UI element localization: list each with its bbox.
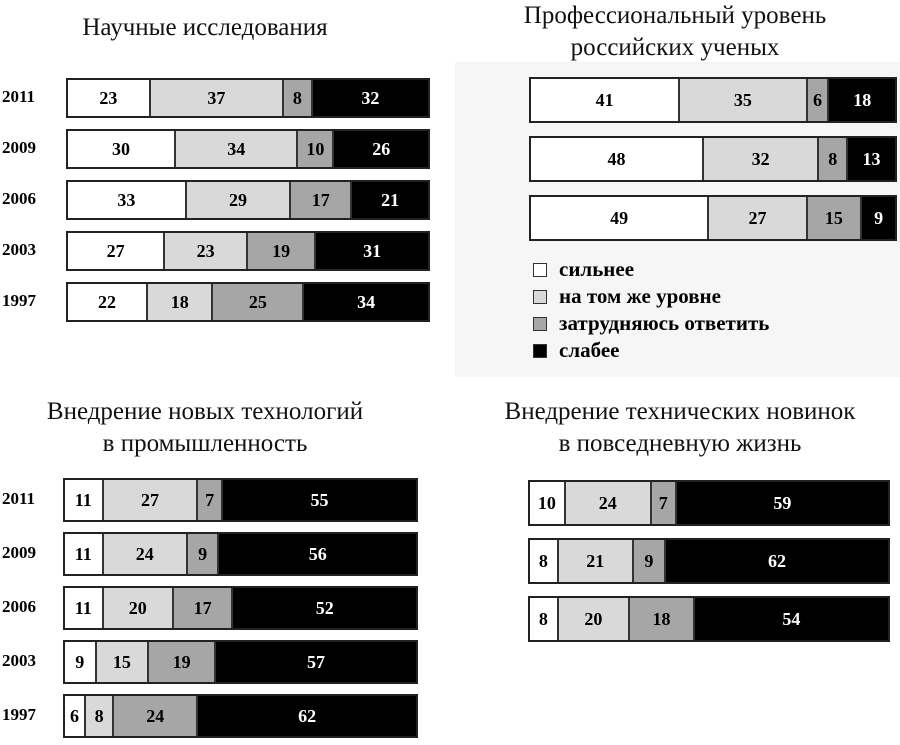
legend-item-stronger — [533, 256, 769, 283]
legend-item-weaker — [533, 337, 769, 364]
bar-segment: 19 — [149, 642, 216, 682]
year-label: 2006 — [2, 597, 36, 616]
bar-segment: 10 — [298, 131, 334, 167]
bar-segment: 55 — [223, 480, 416, 520]
stacked-bar — [63, 532, 418, 576]
bar-segment: 30 — [68, 131, 176, 167]
bar-segment: 23 — [165, 233, 248, 269]
legend-item-same — [533, 283, 769, 310]
chart-title: Внедрение технических новинок в повседневную жизнь — [504, 398, 856, 457]
bar-segment: 33 — [68, 182, 187, 218]
stacked-bar — [66, 78, 430, 118]
stacked-bar — [528, 480, 890, 526]
bar-segment: 7 — [652, 482, 677, 524]
bar-segment: 21 — [352, 182, 428, 218]
bar-segment: 20 — [559, 598, 631, 640]
bar-segment: 57 — [216, 642, 416, 682]
bar-segment: 56 — [219, 534, 416, 574]
stacked-bar — [529, 77, 897, 123]
bar-segment: 11 — [65, 534, 104, 574]
bar-segment: 29 — [187, 182, 291, 218]
stacked-bar — [66, 180, 430, 220]
bar-segment: 13 — [848, 138, 895, 180]
bar-segment: 6 — [65, 696, 86, 736]
legend-label: сильнее — [559, 257, 635, 281]
chart-title: Научные исследования — [82, 14, 328, 41]
bar-segment: 59 — [677, 482, 888, 524]
bar-segment: 62 — [666, 540, 888, 582]
bar-segment: 48 — [531, 138, 704, 180]
bar-segment: 8 — [284, 80, 313, 116]
bar-segment: 9 — [862, 197, 895, 239]
bar-segment: 49 — [531, 197, 709, 239]
stacked-bar — [66, 231, 430, 271]
year-label: 2009 — [2, 543, 36, 562]
legend-label: на том же уровне — [559, 284, 721, 308]
stacked-bar — [63, 586, 418, 630]
bar-segment: 27 — [104, 480, 199, 520]
bar-segment: 18 — [829, 79, 895, 121]
bar-segment: 18 — [148, 284, 213, 320]
bar-segment: 18 — [630, 598, 694, 640]
bar-segment: 8 — [530, 598, 559, 640]
bar-segment: 34 — [176, 131, 298, 167]
stacked-bar — [529, 195, 897, 241]
bar-segment: 24 — [566, 482, 652, 524]
stacked-bar — [528, 538, 890, 584]
bar-segment: 11 — [65, 480, 104, 520]
bar-segment: 31 — [316, 233, 428, 269]
bar-segment: 6 — [808, 79, 830, 121]
bar-segment: 54 — [695, 598, 888, 640]
bar-segment: 9 — [65, 642, 97, 682]
stacked-bar — [63, 640, 418, 684]
year-label: 2011 — [2, 87, 36, 106]
legend-swatch — [533, 263, 547, 277]
bar-segment: 15 — [97, 642, 150, 682]
bar-segment: 9 — [188, 534, 220, 574]
stacked-bar — [66, 282, 430, 322]
chart-title: Внедрение новых технологий в промышленность — [46, 398, 364, 457]
bar-segment: 27 — [709, 197, 807, 239]
legend-swatch — [533, 290, 547, 304]
bar-segment: 26 — [334, 131, 428, 167]
legend-swatch — [533, 344, 547, 358]
bar-segment: 15 — [808, 197, 863, 239]
bar-segment: 32 — [704, 138, 819, 180]
bar-segment: 24 — [114, 696, 198, 736]
bar-segment: 19 — [248, 233, 316, 269]
bar-segment: 21 — [559, 540, 634, 582]
legend-swatch — [533, 317, 547, 331]
bar-segment: 10 — [530, 482, 566, 524]
stacked-bar — [63, 694, 418, 738]
bar-segment: 32 — [313, 80, 428, 116]
bar-segment: 9 — [634, 540, 666, 582]
stacked-bar — [63, 478, 418, 522]
stacked-bar — [66, 129, 430, 169]
year-label: 2003 — [2, 240, 36, 259]
bar-segment: 41 — [531, 79, 680, 121]
chart-title: Профессиональный уровень российских ученых — [523, 2, 827, 61]
year-label: 2003 — [2, 651, 36, 670]
bar-segment: 62 — [198, 696, 416, 736]
bar-segment: 35 — [680, 79, 807, 121]
year-label: 2011 — [2, 489, 36, 508]
bar-segment: 25 — [213, 284, 304, 320]
year-label: 1997 — [2, 291, 36, 310]
bar-segment: 8 — [86, 696, 114, 736]
bar-segment: 34 — [304, 284, 428, 320]
stacked-bar — [529, 136, 897, 182]
bar-segment: 8 — [530, 540, 559, 582]
bar-segment: 20 — [104, 588, 174, 628]
bar-segment: 8 — [819, 138, 848, 180]
stacked-bar — [528, 596, 890, 642]
bar-segment: 17 — [291, 182, 352, 218]
bar-segment: 52 — [233, 588, 416, 628]
bar-segment: 24 — [104, 534, 188, 574]
legend-label: слабее — [559, 338, 620, 362]
legend-label: затрудняюсь ответить — [559, 311, 770, 335]
year-label: 1997 — [2, 705, 36, 724]
bar-segment: 17 — [174, 588, 234, 628]
bar-segment: 7 — [198, 480, 223, 520]
bar-segment: 37 — [151, 80, 284, 116]
year-label: 2006 — [2, 189, 36, 208]
legend-item-hard — [533, 310, 769, 337]
bar-segment: 11 — [65, 588, 104, 628]
bar-segment: 27 — [68, 233, 165, 269]
bar-segment: 23 — [68, 80, 151, 116]
bar-segment: 22 — [68, 284, 148, 320]
legend — [533, 256, 769, 364]
year-label: 2009 — [2, 138, 36, 157]
